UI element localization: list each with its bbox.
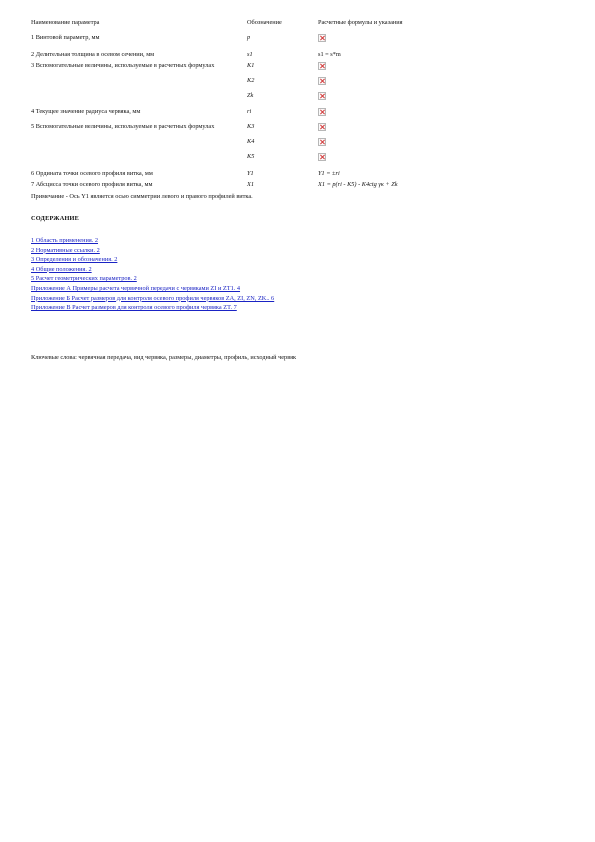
- table-row: [31, 92, 451, 107]
- param-symbol: K3: [247, 123, 255, 130]
- keywords-line: Ключевые слова: червячная передача, вид червяка, размеры, диаметры, профиль, исходный червяк: [31, 354, 297, 361]
- toc-link-general[interactable]: 4 Общие положения. 2: [31, 265, 92, 273]
- param-formula: [318, 108, 458, 118]
- toc-link-definitions[interactable]: 3 Определения и обозначения. 2: [31, 256, 118, 264]
- table-row: [31, 153, 451, 168]
- table-row: [31, 51, 451, 61]
- param-name: 6 Ордината точки осевого профиля витка, мм: [31, 170, 153, 177]
- param-symbol: p: [247, 34, 251, 41]
- toc-link-appendix-b[interactable]: Приложение Б Расчет размеров для контроля осевого профиля червяков ZA, ZI, ZN, ZK.. 6: [31, 294, 275, 302]
- toc-link-appendix-a[interactable]: Приложение А Примеры расчета червячной передачи с червяками ZI и ZT1. 4: [31, 284, 241, 292]
- table-row: [31, 108, 451, 123]
- table-note: Примечание - Ось Y1 является осью симметрии левого и правого профилей витка.: [31, 193, 253, 200]
- param-formula: X1 = p(ri - K5) - K4ctg γк + Zk: [318, 181, 398, 188]
- broken-image-icon: [318, 92, 326, 100]
- param-name: 7 Абсцисса точки осевого профиля витка, мм: [31, 181, 153, 188]
- table-row: [31, 181, 451, 192]
- param-symbol: Y1: [247, 170, 254, 177]
- param-formula: [318, 34, 458, 44]
- param-name: 1 Винтовой параметр, мм: [31, 34, 100, 41]
- broken-image-icon: [318, 108, 326, 116]
- param-formula: [318, 138, 458, 148]
- toc-title: СОДЕРЖАНИЕ: [31, 215, 80, 222]
- table-of-contents: [31, 236, 274, 313]
- param-formula: [318, 77, 458, 87]
- header-symbol: Обозначение: [247, 19, 282, 26]
- table-row: [31, 123, 451, 138]
- param-formula: [318, 92, 458, 102]
- broken-image-icon: [318, 34, 326, 42]
- toc-link-geometric-calculation[interactable]: 5 Расчет геометрических параметров. 2: [31, 275, 137, 283]
- param-formula: [318, 123, 458, 133]
- param-name: 4 Текущее значение радиуса червяка, мм: [31, 108, 141, 115]
- param-symbol: K4: [247, 138, 255, 145]
- broken-image-icon: [318, 123, 326, 131]
- param-name: 5 Вспомогательные величины, используемые в расчетных формулах: [31, 123, 215, 130]
- toc-link-appendix-v[interactable]: Приложение В Расчет размеров для контроля осевого профиля червяка ZT. 7: [31, 304, 237, 312]
- param-symbol: K5: [247, 153, 255, 160]
- header-formula: Расчетные формулы и указания: [318, 19, 403, 26]
- broken-image-icon: [318, 153, 326, 161]
- param-formula: [318, 153, 458, 163]
- table-header-row: [31, 19, 451, 30]
- param-symbol: s1: [247, 51, 253, 58]
- broken-image-icon: [318, 138, 326, 146]
- param-formula: Y1 = ±ri: [318, 170, 340, 177]
- table-row: [31, 170, 451, 181]
- param-symbol: Zk: [247, 92, 254, 99]
- table-row: [31, 34, 451, 48]
- broken-image-icon: [318, 77, 326, 85]
- header-name: Наименование параметра: [31, 19, 100, 26]
- param-symbol: X1: [247, 181, 254, 188]
- param-name: 2 Делительная толщина в осевом сечении, мм: [31, 51, 155, 58]
- toc-link-normative-references[interactable]: 2 Нормативные ссылки. 2: [31, 246, 100, 254]
- param-symbol: ri: [247, 108, 252, 115]
- table-row: [31, 77, 451, 92]
- param-name: 3 Вспомогательные величины, используемые в расчетных формулах: [31, 62, 215, 69]
- table-row: [31, 62, 451, 77]
- param-symbol: K2: [247, 77, 255, 84]
- param-formula: s1 = s*m: [318, 51, 341, 58]
- param-formula: [318, 62, 458, 72]
- toc-link-scope[interactable]: 1 Область применения. 2: [31, 237, 99, 244]
- table-row: [31, 138, 451, 153]
- parameters-table: [31, 19, 451, 192]
- param-symbol: K1: [247, 62, 255, 69]
- broken-image-icon: [318, 62, 326, 70]
